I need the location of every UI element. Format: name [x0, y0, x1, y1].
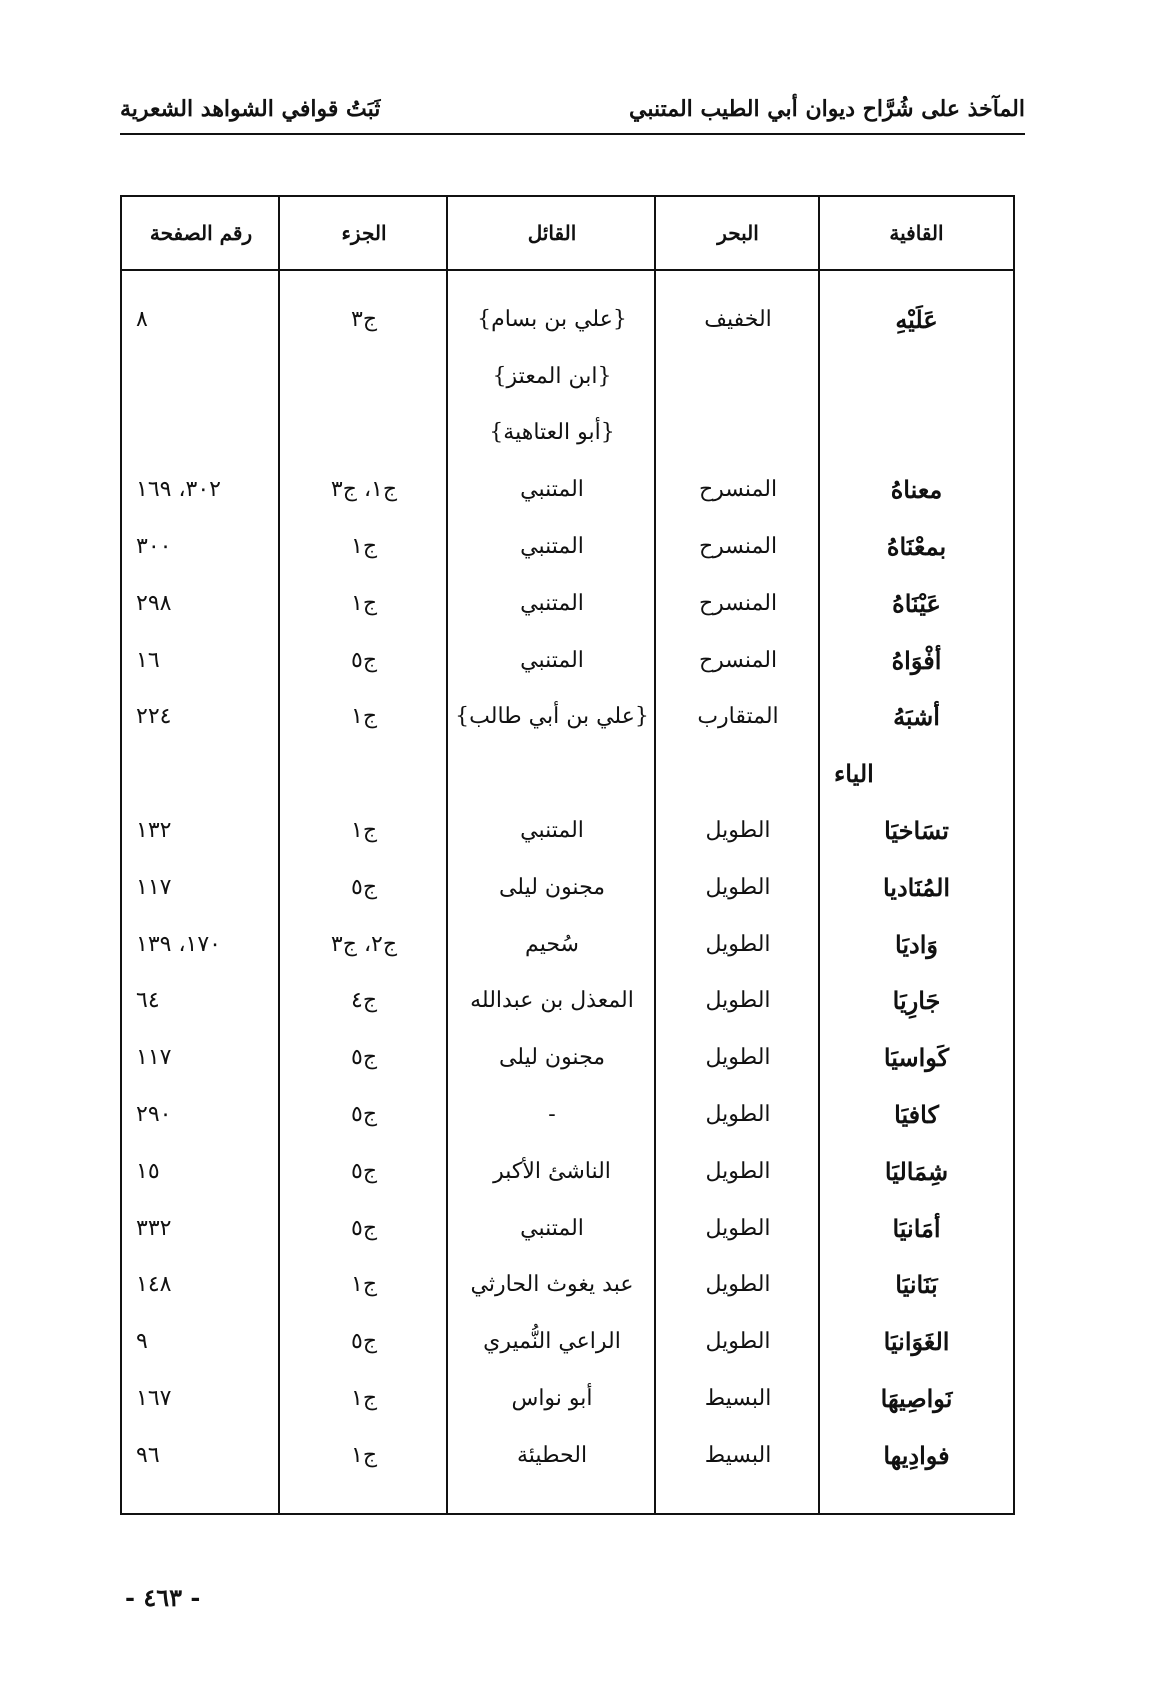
table-row: [122, 348, 1013, 405]
table-row: [122, 518, 1013, 575]
meter-cell: الطويل: [705, 818, 771, 844]
poet-cell: {ابن المعتز}: [492, 363, 612, 389]
table-row: [122, 1143, 1013, 1200]
page-cell: ٩: [136, 1329, 148, 1355]
poet-cell: المتنبي: [520, 534, 584, 560]
page-cell: ٨: [136, 306, 148, 332]
page-cell: ١٤٨: [136, 1272, 172, 1298]
meter-cell: الطويل: [705, 1215, 771, 1241]
poet-cell: {أبو العتاهية}: [489, 420, 615, 446]
rhyme-cell: [820, 348, 1013, 405]
table-row: [122, 1200, 1013, 1257]
rhyme-cell: عَيْنَاهُ: [892, 588, 941, 618]
rhyme-cell: تسَاخيَا: [884, 816, 949, 846]
part-cell: ج٥: [350, 1215, 378, 1241]
meter-cell: المنسرح: [698, 534, 778, 560]
header-page: رقم الصفحة: [149, 221, 253, 245]
table-row: [122, 859, 1013, 916]
table-row: [122, 1086, 1013, 1143]
table-row: [122, 1370, 1013, 1427]
header-poet: القائل: [527, 221, 577, 245]
meter-cell: البسيط: [704, 1386, 772, 1412]
part-cell: ج٥: [350, 1045, 378, 1071]
rhyme-cell: جَارِيَا: [892, 986, 941, 1016]
poet-cell: المتنبي: [520, 647, 584, 673]
table-row: [122, 1029, 1013, 1086]
poet-cell: {علي بن أبي طالب}: [455, 704, 649, 730]
rhyme-cell: أفْوَاهُ: [891, 645, 942, 675]
part-cell: ج٤: [350, 988, 378, 1014]
rhyme-cell: أمَانيَا: [892, 1213, 941, 1243]
table-row: [122, 291, 1013, 348]
rhymes-table: [120, 195, 1015, 1515]
rhyme-cell: كَواسيَا: [883, 1043, 950, 1073]
page-cell: [122, 348, 280, 405]
table-row: [122, 461, 1013, 518]
table-row: [122, 973, 1013, 1030]
part-cell: ج٢، ج٣: [330, 931, 398, 957]
page-cell: ٣٠٢، ١٦٩: [136, 477, 221, 503]
page-cell: ٣٣٢: [136, 1215, 172, 1241]
poet-cell: {علي بن بسام}: [477, 306, 627, 332]
rhyme-cell: [820, 405, 1013, 462]
meter-cell: المتقارب: [697, 704, 779, 730]
rhyme-cell: المُنَاديا: [882, 872, 951, 902]
part-cell: ج١: [350, 704, 378, 730]
page-cell: ١٧٠، ١٣٩: [136, 931, 221, 957]
meter-cell: [656, 405, 820, 462]
page-cell: [122, 405, 280, 462]
rhyme-cell: نَواصِيهَا: [880, 1384, 953, 1414]
table-row: [122, 802, 1013, 859]
meter-cell: الطويل: [705, 931, 771, 957]
part-cell: ج٥: [350, 1102, 378, 1128]
part-cell: ج١: [350, 818, 378, 844]
section-heading: الياء: [834, 759, 874, 789]
poet-cell: سُحيم: [525, 931, 579, 957]
table-row: [122, 916, 1013, 973]
page-cell: ١١٧: [136, 874, 172, 900]
meter-cell: الطويل: [705, 1158, 771, 1184]
poet-cell: المتنبي: [520, 590, 584, 616]
table-row: [122, 689, 1013, 746]
poet-cell: المتنبي: [520, 477, 584, 503]
rhyme-cell: الغَوَانيَا: [883, 1327, 950, 1357]
rhyme-cell: عَلَيْهِ: [895, 304, 938, 334]
page-cell: ١٣٢: [136, 818, 172, 844]
poet-cell: أبو نواس: [511, 1386, 593, 1412]
meter-cell: المنسرح: [698, 590, 778, 616]
meter-cell: المنسرح: [698, 477, 778, 503]
page-cell: ٩٦: [136, 1442, 160, 1468]
table-header-row: [122, 197, 1013, 271]
rhyme-cell: فوادِيها: [883, 1440, 950, 1470]
table-row: [122, 575, 1013, 632]
poet-cell: المتنبي: [520, 1215, 584, 1241]
rhyme-cell: شِمَاليَا: [884, 1156, 949, 1186]
part-cell: ج١: [350, 1272, 378, 1298]
rhyme-cell: أشبَهُ: [893, 702, 940, 732]
table-body: [122, 271, 1013, 1484]
rhyme-cell: وَاديَا: [895, 929, 938, 959]
meter-cell: الخفيف: [704, 306, 772, 332]
page-number: - ٤٦٣ -: [125, 1583, 201, 1612]
meter-cell: المنسرح: [698, 647, 778, 673]
page-cell: ١١٧: [136, 1045, 172, 1071]
page-cell: ٦٤: [136, 988, 160, 1014]
part-cell: [280, 405, 448, 462]
poet-cell: مجنون ليلى: [498, 1045, 606, 1071]
part-cell: ج١، ج٣: [330, 477, 398, 503]
page-cell: ٢٩٨: [136, 590, 172, 616]
poet-cell: -: [548, 1102, 556, 1128]
part-cell: ج١: [350, 1442, 378, 1468]
table-row: [122, 745, 1013, 802]
page-cell: ١٦: [136, 647, 160, 673]
part-cell: [280, 348, 448, 405]
poet-cell: عبد يغوث الحارثي: [470, 1272, 634, 1298]
meter-cell: الطويل: [705, 1329, 771, 1355]
part-cell: ج١: [350, 534, 378, 560]
rhyme-cell: كافيَا: [894, 1100, 939, 1130]
page-cell: ١٥: [136, 1158, 160, 1184]
section-title: ثَبَتُ قوافي الشواهد الشعرية: [120, 96, 381, 122]
meter-cell: البسيط: [704, 1442, 772, 1468]
poet-cell: مجنون ليلى: [498, 874, 606, 900]
part-cell: ج٣: [350, 306, 378, 332]
meter-cell: الطويل: [705, 1045, 771, 1071]
page-cell: ٢٩٠: [136, 1102, 172, 1128]
part-cell: ج٥: [350, 647, 378, 673]
rhyme-cell: بَنَانيَا: [895, 1270, 938, 1300]
table-row: [122, 1427, 1013, 1484]
meter-cell: الطويل: [705, 988, 771, 1014]
part-cell: ج١: [350, 1386, 378, 1412]
book-title: المآخذ على شُرَّاح ديوان أبي الطيب المتنبي: [629, 96, 1025, 122]
meter-cell: الطويل: [705, 1272, 771, 1298]
part-cell: ج١: [350, 590, 378, 616]
part-cell: ج٥: [350, 1329, 378, 1355]
page-cell: ٣٠٠: [136, 534, 172, 560]
poet-cell: الناشئ الأكبر: [493, 1158, 611, 1184]
header-part: الجزء: [341, 221, 387, 245]
page-header: [120, 85, 1025, 135]
header-meter: البحر: [717, 221, 759, 245]
page-cell: ٢٢٤: [136, 704, 172, 730]
table-row: [122, 1257, 1013, 1314]
header-rhyme: القافية: [889, 221, 944, 245]
table-row: [122, 632, 1013, 689]
part-cell: ج٥: [350, 874, 378, 900]
meter-cell: الطويل: [705, 1102, 771, 1128]
rhyme-cell: بمعْنَاهُ: [886, 532, 947, 562]
poet-cell: الحطيئة: [516, 1442, 588, 1468]
poet-cell: المتنبي: [520, 818, 584, 844]
table-row: [122, 1313, 1013, 1370]
part-cell: ج٥: [350, 1158, 378, 1184]
rhyme-cell: معناهُ: [890, 475, 943, 505]
table-row: [122, 405, 1013, 462]
meter-cell: [656, 348, 820, 405]
poet-cell: الراعي النُّميري: [483, 1329, 621, 1355]
meter-cell: الطويل: [705, 874, 771, 900]
poet-cell: المعذل بن عبدالله: [470, 988, 634, 1014]
page-cell: ١٦٧: [136, 1386, 172, 1412]
